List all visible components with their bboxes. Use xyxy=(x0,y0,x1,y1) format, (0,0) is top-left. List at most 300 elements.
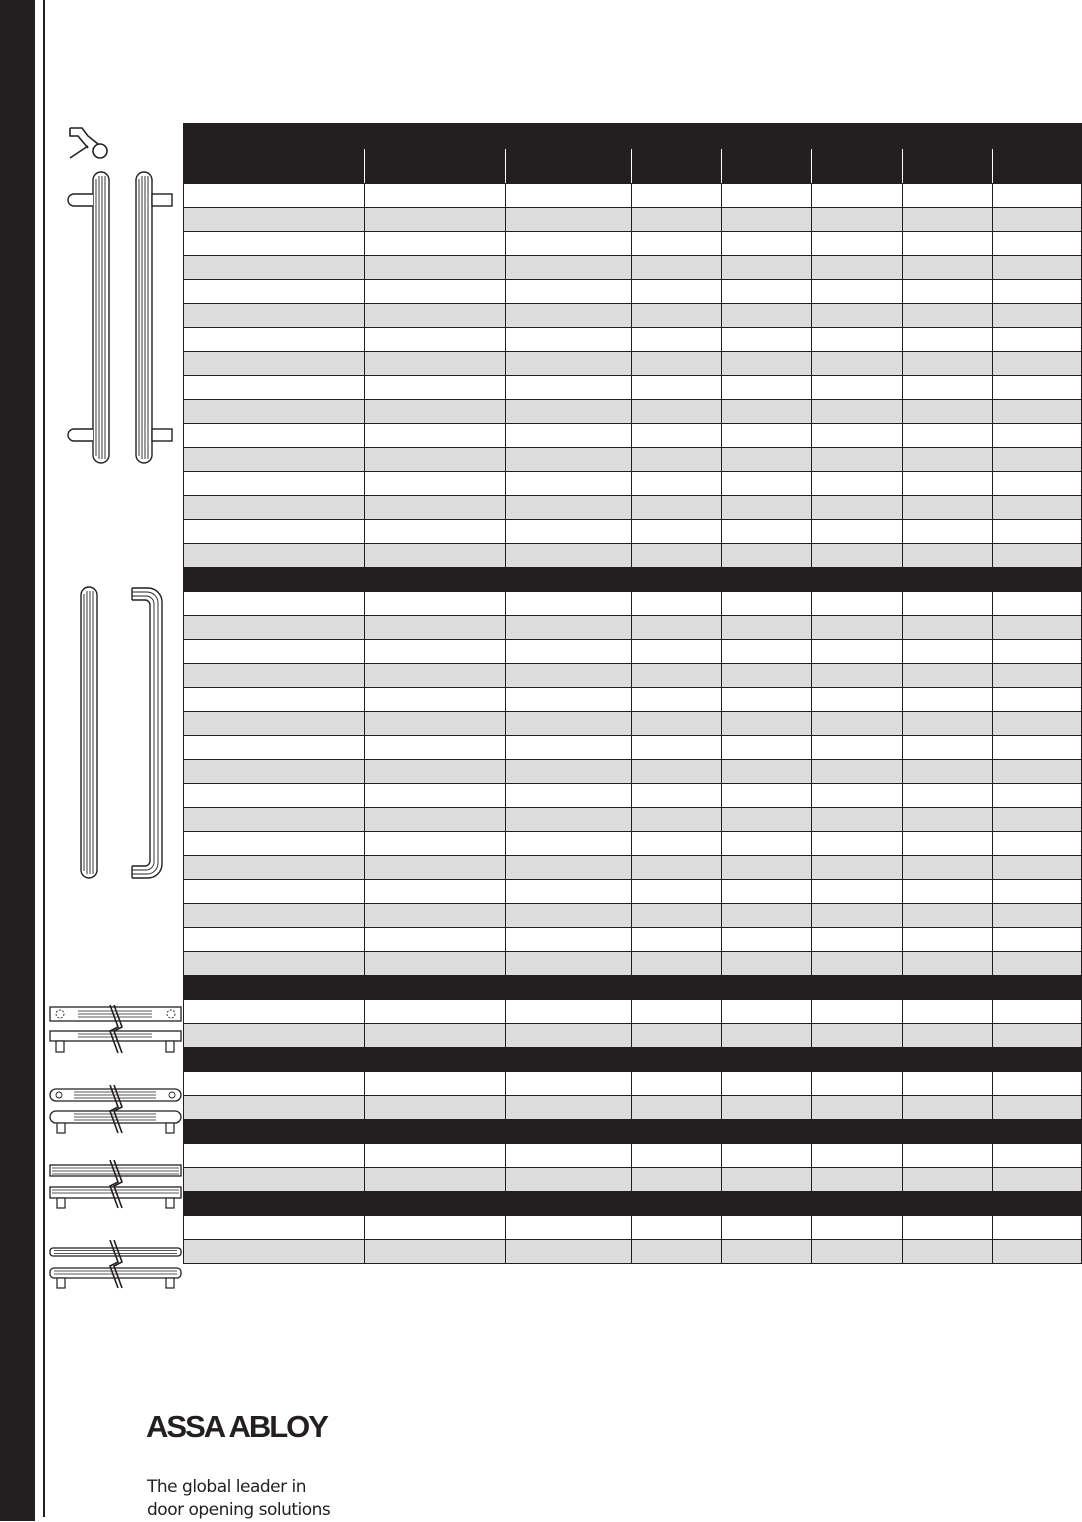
table-cell xyxy=(184,208,365,232)
table-cell xyxy=(993,1144,1082,1168)
table-cell xyxy=(722,400,812,424)
table-cell xyxy=(812,400,903,424)
table-cell xyxy=(184,1216,365,1240)
table-header-row xyxy=(184,149,1082,184)
table-cell xyxy=(365,520,506,544)
table-cell xyxy=(993,640,1082,664)
table-row xyxy=(184,328,1082,352)
table-cell xyxy=(184,424,365,448)
table-cell xyxy=(812,496,903,520)
table-cell xyxy=(632,1216,722,1240)
table-cell xyxy=(632,1024,722,1048)
table-cell xyxy=(903,1240,993,1264)
table-cell xyxy=(632,280,722,304)
table-cell xyxy=(993,400,1082,424)
table-cell xyxy=(903,904,993,928)
table-row xyxy=(184,304,1082,328)
table-cell xyxy=(365,712,506,736)
table-cell xyxy=(632,664,722,688)
table-cell xyxy=(903,928,993,952)
table-cell xyxy=(903,664,993,688)
pull-handle-profile-icon xyxy=(66,122,112,162)
section-divider-row xyxy=(184,1120,1082,1144)
table-cell xyxy=(903,208,993,232)
table-cell xyxy=(993,952,1082,976)
table-cell xyxy=(506,400,632,424)
table-cell xyxy=(184,1072,365,1096)
table-cell xyxy=(903,256,993,280)
table-cell xyxy=(506,352,632,376)
table-cell xyxy=(184,496,365,520)
table-cell xyxy=(506,736,632,760)
table-cell xyxy=(722,149,812,184)
table-cell xyxy=(903,1168,993,1192)
table-cell xyxy=(506,448,632,472)
table-cell xyxy=(365,256,506,280)
straight-bar-handle-slim-icon xyxy=(48,1240,183,1290)
table-cell xyxy=(184,544,365,568)
table-cell xyxy=(812,1072,903,1096)
section-divider-cell xyxy=(184,1048,1082,1072)
table-cell xyxy=(812,256,903,280)
table-cell xyxy=(993,496,1082,520)
table-cell xyxy=(365,280,506,304)
table-cell xyxy=(632,1096,722,1120)
table-cell xyxy=(993,592,1082,616)
table-cell xyxy=(812,1240,903,1264)
table-cell xyxy=(903,784,993,808)
table-cell xyxy=(632,184,722,208)
table-cell xyxy=(722,472,812,496)
table-cell xyxy=(993,424,1082,448)
table-cell xyxy=(812,376,903,400)
table-cell xyxy=(722,760,812,784)
table-cell xyxy=(365,736,506,760)
table-cell xyxy=(903,520,993,544)
table-cell xyxy=(632,376,722,400)
table-cell xyxy=(365,376,506,400)
table-cell xyxy=(506,1144,632,1168)
table-cell xyxy=(184,1240,365,1264)
table-cell xyxy=(993,1072,1082,1096)
table-cell xyxy=(506,640,632,664)
table-cell xyxy=(722,736,812,760)
table-cell xyxy=(993,784,1082,808)
table-cell xyxy=(993,352,1082,376)
table-cell xyxy=(812,1144,903,1168)
table-cell xyxy=(903,880,993,904)
table-cell xyxy=(632,1240,722,1264)
table-cell xyxy=(632,520,722,544)
table-cell xyxy=(812,328,903,352)
table-cell xyxy=(506,832,632,856)
table-cell xyxy=(365,1216,506,1240)
table-cell xyxy=(812,1096,903,1120)
table-row xyxy=(184,400,1082,424)
table-row xyxy=(184,520,1082,544)
table-cell xyxy=(993,256,1082,280)
table-cell xyxy=(812,184,903,208)
table-row xyxy=(184,376,1082,400)
table-cell xyxy=(993,736,1082,760)
table-cell xyxy=(993,280,1082,304)
table-cell xyxy=(506,184,632,208)
table-cell xyxy=(993,472,1082,496)
table-cell xyxy=(903,496,993,520)
table-cell xyxy=(184,304,365,328)
section-divider-cell xyxy=(184,1192,1082,1216)
table-cell xyxy=(722,1168,812,1192)
table-cell xyxy=(632,328,722,352)
table-cell xyxy=(632,616,722,640)
table-cell xyxy=(903,712,993,736)
table-row xyxy=(184,256,1082,280)
table-cell xyxy=(632,832,722,856)
table-cell xyxy=(812,880,903,904)
table-cell xyxy=(903,448,993,472)
table-cell xyxy=(903,640,993,664)
table-cell xyxy=(722,328,812,352)
table-cell xyxy=(365,400,506,424)
table-cell xyxy=(812,448,903,472)
table-cell xyxy=(812,664,903,688)
table-cell xyxy=(365,544,506,568)
tagline-line-2: door opening solutions xyxy=(147,1500,331,1520)
table-cell xyxy=(184,880,365,904)
table-cell xyxy=(184,928,365,952)
table-cell xyxy=(722,376,812,400)
table-cell xyxy=(184,1144,365,1168)
table-row xyxy=(184,1000,1082,1024)
table-row xyxy=(184,832,1082,856)
table-cell xyxy=(365,184,506,208)
fluted-bar-handle-front-icon xyxy=(78,585,102,881)
table-row xyxy=(184,856,1082,880)
table-cell xyxy=(365,1096,506,1120)
table-row xyxy=(184,1072,1082,1096)
straight-bar-handle-flat-end-icon xyxy=(48,1160,183,1210)
table-row xyxy=(184,208,1082,232)
table-cell xyxy=(722,1024,812,1048)
table-cell xyxy=(722,1072,812,1096)
table-cell xyxy=(365,832,506,856)
table-row xyxy=(184,688,1082,712)
table-cell xyxy=(722,1144,812,1168)
table-row xyxy=(184,952,1082,976)
table-cell xyxy=(506,1096,632,1120)
table-cell xyxy=(993,184,1082,208)
table-cell xyxy=(903,688,993,712)
table-cell xyxy=(993,688,1082,712)
table-cell xyxy=(722,592,812,616)
d-pull-handle-side-icon xyxy=(128,585,168,881)
table-cell xyxy=(722,208,812,232)
table-cell xyxy=(632,688,722,712)
table-cell xyxy=(632,352,722,376)
table-cell xyxy=(722,640,812,664)
table-cell xyxy=(812,280,903,304)
table-cell xyxy=(184,448,365,472)
offset-bar-handle-round-end-icon xyxy=(48,1085,183,1135)
table-cell xyxy=(903,352,993,376)
table-row xyxy=(184,1216,1082,1240)
table-cell xyxy=(903,1072,993,1096)
table-cell xyxy=(506,208,632,232)
table-cell xyxy=(722,304,812,328)
table-cell xyxy=(722,856,812,880)
fluted-pull-handle-side-icon xyxy=(132,170,180,466)
tagline-line-1: The global leader in xyxy=(147,1477,307,1497)
table-cell xyxy=(184,376,365,400)
table-cell xyxy=(812,688,903,712)
table-cell xyxy=(365,760,506,784)
table-cell xyxy=(184,280,365,304)
table-row xyxy=(184,424,1082,448)
table-cell xyxy=(506,688,632,712)
table-cell xyxy=(903,1000,993,1024)
table-cell xyxy=(722,184,812,208)
table-cell xyxy=(993,208,1082,232)
section-divider-row xyxy=(184,976,1082,1000)
table-row xyxy=(184,928,1082,952)
table-cell xyxy=(365,1144,506,1168)
table-cell xyxy=(812,1000,903,1024)
table-cell xyxy=(993,520,1082,544)
table-cell xyxy=(903,616,993,640)
table-cell xyxy=(903,592,993,616)
table-cell xyxy=(632,1072,722,1096)
table-cell xyxy=(184,472,365,496)
table-cell xyxy=(184,1096,365,1120)
side-margin-bar xyxy=(0,0,35,1521)
table-cell xyxy=(812,352,903,376)
table-cell xyxy=(506,1072,632,1096)
table-cell xyxy=(993,808,1082,832)
table-row xyxy=(184,1144,1082,1168)
table-cell xyxy=(184,616,365,640)
table-cell xyxy=(722,1000,812,1024)
table-cell xyxy=(365,304,506,328)
table-cell xyxy=(506,1000,632,1024)
table-cell xyxy=(722,424,812,448)
table-cell xyxy=(812,736,903,760)
table-cell xyxy=(722,808,812,832)
table-cell xyxy=(812,424,903,448)
table-row xyxy=(184,1024,1082,1048)
table-cell xyxy=(722,544,812,568)
table-cell xyxy=(506,856,632,880)
table-cell xyxy=(903,280,993,304)
table-cell xyxy=(993,304,1082,328)
table-cell xyxy=(365,328,506,352)
table-cell xyxy=(506,496,632,520)
table-cell xyxy=(812,1168,903,1192)
table-cell xyxy=(184,256,365,280)
table-cell xyxy=(993,1216,1082,1240)
table-cell xyxy=(903,1024,993,1048)
table-cell xyxy=(812,472,903,496)
table-cell xyxy=(812,304,903,328)
table-cell xyxy=(632,784,722,808)
table-cell xyxy=(506,328,632,352)
table-cell xyxy=(632,448,722,472)
table-row xyxy=(184,616,1082,640)
table-cell xyxy=(722,1240,812,1264)
table-cell xyxy=(632,736,722,760)
table-cell xyxy=(722,928,812,952)
section-divider-cell xyxy=(184,1120,1082,1144)
table-row xyxy=(184,904,1082,928)
table-cell xyxy=(722,496,812,520)
table-cell xyxy=(365,424,506,448)
table-cell xyxy=(722,1096,812,1120)
fluted-pull-handle-front-icon xyxy=(66,170,114,466)
table-cell xyxy=(722,952,812,976)
table-row xyxy=(184,1240,1082,1264)
table-cell xyxy=(903,400,993,424)
table-cell xyxy=(993,904,1082,928)
table-cell xyxy=(722,520,812,544)
table-cell xyxy=(812,952,903,976)
table-cell xyxy=(365,208,506,232)
table-cell xyxy=(993,448,1082,472)
table-cell xyxy=(632,256,722,280)
table-cell xyxy=(365,808,506,832)
table-cell xyxy=(506,376,632,400)
table-cell xyxy=(365,616,506,640)
table-cell xyxy=(184,1168,365,1192)
section-divider-cell xyxy=(184,568,1082,592)
table-cell xyxy=(184,400,365,424)
table-cell xyxy=(506,424,632,448)
table-cell xyxy=(812,856,903,880)
offset-bar-handle-square-end-icon xyxy=(48,1005,183,1055)
table-cell xyxy=(506,880,632,904)
table-cell xyxy=(184,184,365,208)
table-cell xyxy=(903,544,993,568)
section-divider-row xyxy=(184,1048,1082,1072)
table-row xyxy=(184,760,1082,784)
table-cell xyxy=(812,616,903,640)
table-cell xyxy=(184,352,365,376)
table-cell xyxy=(365,149,506,184)
table-cell xyxy=(365,1168,506,1192)
table-cell xyxy=(722,256,812,280)
table-cell xyxy=(184,592,365,616)
table-cell xyxy=(993,664,1082,688)
table-cell xyxy=(993,376,1082,400)
table-cell xyxy=(993,616,1082,640)
table-cell xyxy=(993,149,1082,184)
table-cell xyxy=(993,712,1082,736)
table-cell xyxy=(632,880,722,904)
table-cell xyxy=(632,904,722,928)
table-cell xyxy=(365,496,506,520)
table-cell xyxy=(365,640,506,664)
table-cell xyxy=(365,784,506,808)
table-cell xyxy=(812,520,903,544)
table-cell xyxy=(365,448,506,472)
table-cell xyxy=(365,1000,506,1024)
table-cell xyxy=(903,232,993,256)
table-cell xyxy=(632,640,722,664)
table-cell xyxy=(632,208,722,232)
table-cell xyxy=(812,1216,903,1240)
table-cell xyxy=(506,952,632,976)
table-cell xyxy=(903,760,993,784)
table-cell xyxy=(506,928,632,952)
side-margin-rule xyxy=(43,0,45,1517)
table-cell xyxy=(993,928,1082,952)
table-row xyxy=(184,232,1082,256)
table-cell xyxy=(365,856,506,880)
table-cell xyxy=(365,952,506,976)
table-cell xyxy=(993,544,1082,568)
table-cell xyxy=(812,832,903,856)
table-cell xyxy=(506,712,632,736)
table-row xyxy=(184,784,1082,808)
table-cell xyxy=(184,784,365,808)
table-cell xyxy=(184,1000,365,1024)
table-cell xyxy=(632,952,722,976)
table-row xyxy=(184,1168,1082,1192)
table-cell xyxy=(365,1024,506,1048)
table-cell xyxy=(365,904,506,928)
table-cell xyxy=(903,856,993,880)
table-cell xyxy=(722,448,812,472)
section-divider-row xyxy=(184,568,1082,592)
assa-abloy-logo: ASSA ABLOY xyxy=(146,1409,327,1444)
table-cell xyxy=(903,1096,993,1120)
table-cell xyxy=(722,688,812,712)
table-cell xyxy=(365,880,506,904)
table-cell xyxy=(506,472,632,496)
table-cell xyxy=(184,904,365,928)
table-cell xyxy=(506,149,632,184)
table-cell xyxy=(722,280,812,304)
table-cell xyxy=(506,1240,632,1264)
table-cell xyxy=(632,1168,722,1192)
table-cell xyxy=(993,760,1082,784)
table-cell xyxy=(632,496,722,520)
table-cell xyxy=(993,1168,1082,1192)
table-cell xyxy=(722,904,812,928)
table-cell xyxy=(722,832,812,856)
product-price-table xyxy=(183,123,1082,1264)
table-cell xyxy=(812,208,903,232)
table-cell xyxy=(506,784,632,808)
table-cell xyxy=(632,472,722,496)
table-cell xyxy=(632,760,722,784)
table-row xyxy=(184,472,1082,496)
table-cell xyxy=(722,616,812,640)
table-cell xyxy=(812,808,903,832)
table-cell xyxy=(632,149,722,184)
table-cell xyxy=(632,928,722,952)
table-cell xyxy=(365,928,506,952)
table-cell xyxy=(184,520,365,544)
table-top-bar xyxy=(184,124,1082,149)
table-cell xyxy=(632,592,722,616)
table-cell xyxy=(506,256,632,280)
table-cell xyxy=(903,328,993,352)
table-cell xyxy=(722,232,812,256)
table-cell xyxy=(365,664,506,688)
table-row xyxy=(184,712,1082,736)
table-cell xyxy=(184,149,365,184)
table-row xyxy=(184,1096,1082,1120)
table-cell xyxy=(993,1024,1082,1048)
